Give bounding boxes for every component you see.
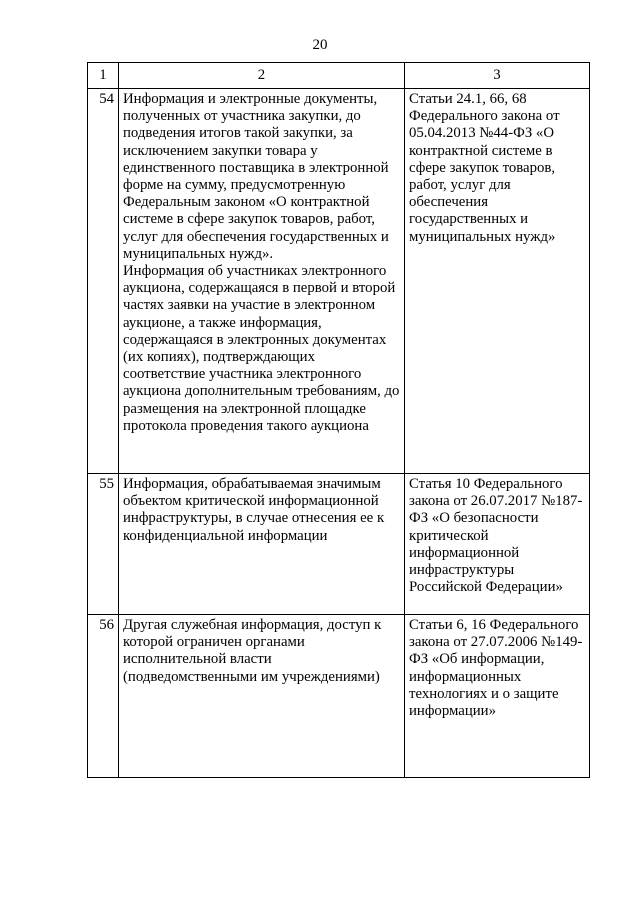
- table-header-row: [88, 63, 590, 89]
- table-row: [88, 474, 590, 615]
- page-number: 20: [312, 37, 328, 53]
- document-table: [87, 62, 590, 778]
- info-cell: [119, 474, 405, 615]
- info-cell: [119, 615, 405, 778]
- info-paragraph: Информация и электронные документы, полученных от участника закупки, до подведения итогов такой закупки, за исключением закупки товара у единственного поставщика в электронной форме на сумму, предусмотренную Федеральным законом «О контрактной системе в сфере закупок товаров, работ, услуг для обеспечения государственных и муниципальных нужд».: [123, 91, 389, 262]
- info-paragraph: Другая служебная информация, доступ к которой ограничен органами исполнительной власти (подведомственными им учреждениями): [123, 617, 382, 685]
- info-paragraph: Информация об участниках электронного аукциона, содержащаяся в первой и второй частях заявки на участие в электронном аукционе, а также информация, содержащаяся в электронных документах (их копиях), подтверждающих соответствие участника электронного аукциона дополнительным требованиям, до размещения на электронной площадке протокола проведения такого аукциона: [123, 263, 400, 434]
- column-header-1: 1: [88, 63, 119, 89]
- info-cell: [119, 89, 405, 474]
- row-number: 56: [88, 615, 119, 778]
- law-cell: Статья 10 Федерального закона от 26.07.2017 №187-ФЗ «О безопасности критической информационной инфраструктуры Российской Федерации»: [405, 474, 590, 615]
- table-row: [88, 615, 590, 778]
- column-header-2: 2: [119, 63, 405, 89]
- info-paragraph: Информация, обрабатываемая значимым объектом критической информационной инфраструктуры, в случае отнесения ее к конфиденциальной информации: [123, 476, 385, 544]
- law-cell: Статьи 24.1, 66, 68 Федерального закона от 05.04.2013 №44-ФЗ «О контрактной системе в сфере закупок товаров, работ, услуг для обеспечения государственных и муниципальных нужд»: [405, 89, 590, 474]
- row-number: 54: [88, 89, 119, 474]
- table-row: [88, 89, 590, 474]
- row-number: 55: [88, 474, 119, 615]
- column-header-3: 3: [405, 63, 590, 89]
- law-cell: Статьи 6, 16 Федерального закона от 27.07.2006 №149-ФЗ «Об информации, информационных технологиях и о защите информации»: [405, 615, 590, 778]
